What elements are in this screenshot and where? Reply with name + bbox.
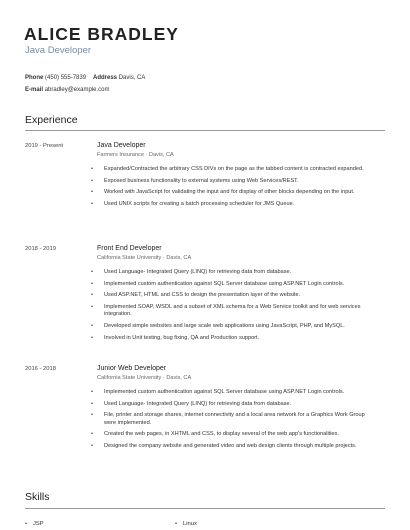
email-label: E-mail <box>25 87 44 93</box>
skill-item: • Linux <box>183 521 197 527</box>
experience-divider <box>25 130 385 131</box>
job-bullet: • Used ASP.NET, HTML and CSS to design the presentation layer of the website. <box>97 292 377 300</box>
job-bullets <box>97 389 377 451</box>
job-bullet: • Implemented custom authentication against SQL Server database using ASP.NET Login controls. <box>97 281 377 289</box>
address-line <box>93 75 145 81</box>
job-dates: 2016 - 2018 <box>25 366 56 372</box>
job-bullet: • Implemented SOAP, WSDL and a subset of XML schema for a Web Service toolkit and for web services integration. <box>97 304 377 319</box>
job-organization: California State University · Davis, CA <box>97 255 192 261</box>
job-dates: 2019 - Present <box>25 143 64 149</box>
skill-item: • JSP <box>33 521 44 527</box>
skills-heading: Skills <box>25 491 50 503</box>
job-bullet: • Expanded/Contracted the arbitrary CSS DIVs on the page as the tabbed content is contracted expanded. <box>97 166 377 174</box>
job-organization: Farmers Insurance · Davis, CA <box>97 152 174 158</box>
job-bullet: • Designed the company website and generated video and web design clients through multiple projects. <box>97 443 377 451</box>
email-value[interactable]: abradley@example.com <box>44 87 110 93</box>
phone-line <box>25 75 86 81</box>
job-bullet: • Used UNIX scripts for creating a batch processing scheduler for JMS Queue. <box>97 201 377 209</box>
job-bullet: • File, printer and storage shares, internet connectivity and a local area network for a Graphics Work Group were implemented. <box>97 412 377 427</box>
job-organization: California State University · Davis, CA <box>97 375 192 381</box>
candidate-name: ALICE BRADLEY <box>24 24 179 44</box>
job-bullet: • Used Language- Integrated Query (LINQ) for retrieving data from database. <box>97 269 377 277</box>
job-title-header: Java Developer <box>25 45 92 56</box>
job-bullets <box>97 269 377 342</box>
phone-value: (450) 555-7839 <box>45 75 87 81</box>
address-value: Davis, CA <box>118 75 146 81</box>
job-bullet: • Implemented custom authentication against SQL Server database using ASP.NET Login controls. <box>97 389 377 397</box>
skills-divider <box>25 508 385 509</box>
job-bullet: • Involved in Unit testing, bug fixing, QA and Production support. <box>97 335 377 343</box>
job-title: Front End Developer <box>97 245 162 252</box>
job-bullet: • Developed simple websites and large scale web applications using JavaScript, PHP, and MySQL. <box>97 323 377 331</box>
job-bullet: • Exposed business functionality to external systems using Web Services/REST. <box>97 178 377 186</box>
phone-label: Phone <box>25 75 44 81</box>
job-title: Junior Web Developer <box>97 365 167 372</box>
address-label: Address <box>93 75 118 81</box>
job-title: Java Developer <box>97 142 146 149</box>
job-bullet: • Created the web pages, in XHTML and CSS, to display several of the web app's functionalities. <box>97 431 377 439</box>
job-bullets <box>97 166 377 208</box>
job-dates: 2018 - 2019 <box>25 246 56 252</box>
email-line <box>25 87 109 93</box>
experience-heading: Experience <box>25 114 78 126</box>
job-bullet: • Used Language- Integrated Query (LINQ) for retrieving data from database. <box>97 401 377 409</box>
job-bullet: • Worked with JavaScript for validating the input and for display of other blocks depending on the input. <box>97 189 377 197</box>
